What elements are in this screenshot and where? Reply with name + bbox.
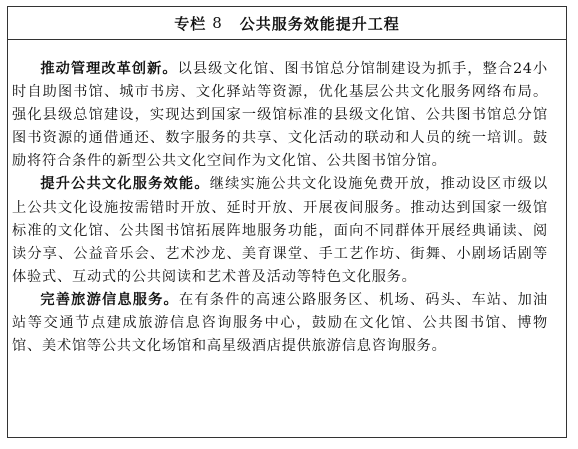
paragraph-lead: 完善旅游信息服务。	[40, 291, 179, 308]
paragraph-text: 以县级文化馆、图书馆总分馆制建设为抓手，整合24小时自助图书馆、城市书房、文化驿站等资源，优化基层公共文化服务网络布局。强化县级总馆建设，实现达到国家一级馆标准的县级文化馆、公共图书馆总分馆图书资源的通借通还、数字服务的共享、文化活动的联动和人员的统一培训。鼓励将符合条件的新型公共文化空间作为文化馆、公共图书馆分馆。	[12, 61, 549, 170]
column-body	[12, 58, 548, 358]
paragraph-text: 在有条件的高速公路服务区、机场、码头、车站、加油站等交通节点建成旅游信息咨询服务中心，鼓励在文化馆、公共图书馆、博物馆、美术馆等公共文化场馆和高星级酒店提供旅游信息咨询服务。	[12, 291, 549, 355]
column-label: 专栏	[174, 14, 207, 33]
paragraph-tourism-info	[12, 289, 548, 358]
paragraph-text: 继续实施公共文化设施免费开放，推动设区市级以上公共文化设施按需错时开放、延时开放、开展夜间服务。推动达到国家一级馆标准的文化馆、公共图书馆拓展阵地服务功能，面向不同群体开展经典诵读、阅读分享、公益音乐会、艺术沙龙、美育课堂、手工艺作坊、街舞、小剧场话剧等体验式、互动式的公共阅读和艺术普及活动等特色文化服务。	[12, 176, 548, 285]
column-header	[8, 7, 566, 40]
paragraph-service-efficiency	[12, 173, 548, 288]
paragraph-lead: 推动管理改革创新。	[40, 61, 178, 77]
column-title: 公共服务效能提升工程	[239, 14, 400, 33]
column-number: 8	[212, 14, 222, 32]
paragraph-management-reform	[12, 58, 548, 173]
paragraph-lead: 提升公共文化服务效能。	[40, 176, 210, 193]
